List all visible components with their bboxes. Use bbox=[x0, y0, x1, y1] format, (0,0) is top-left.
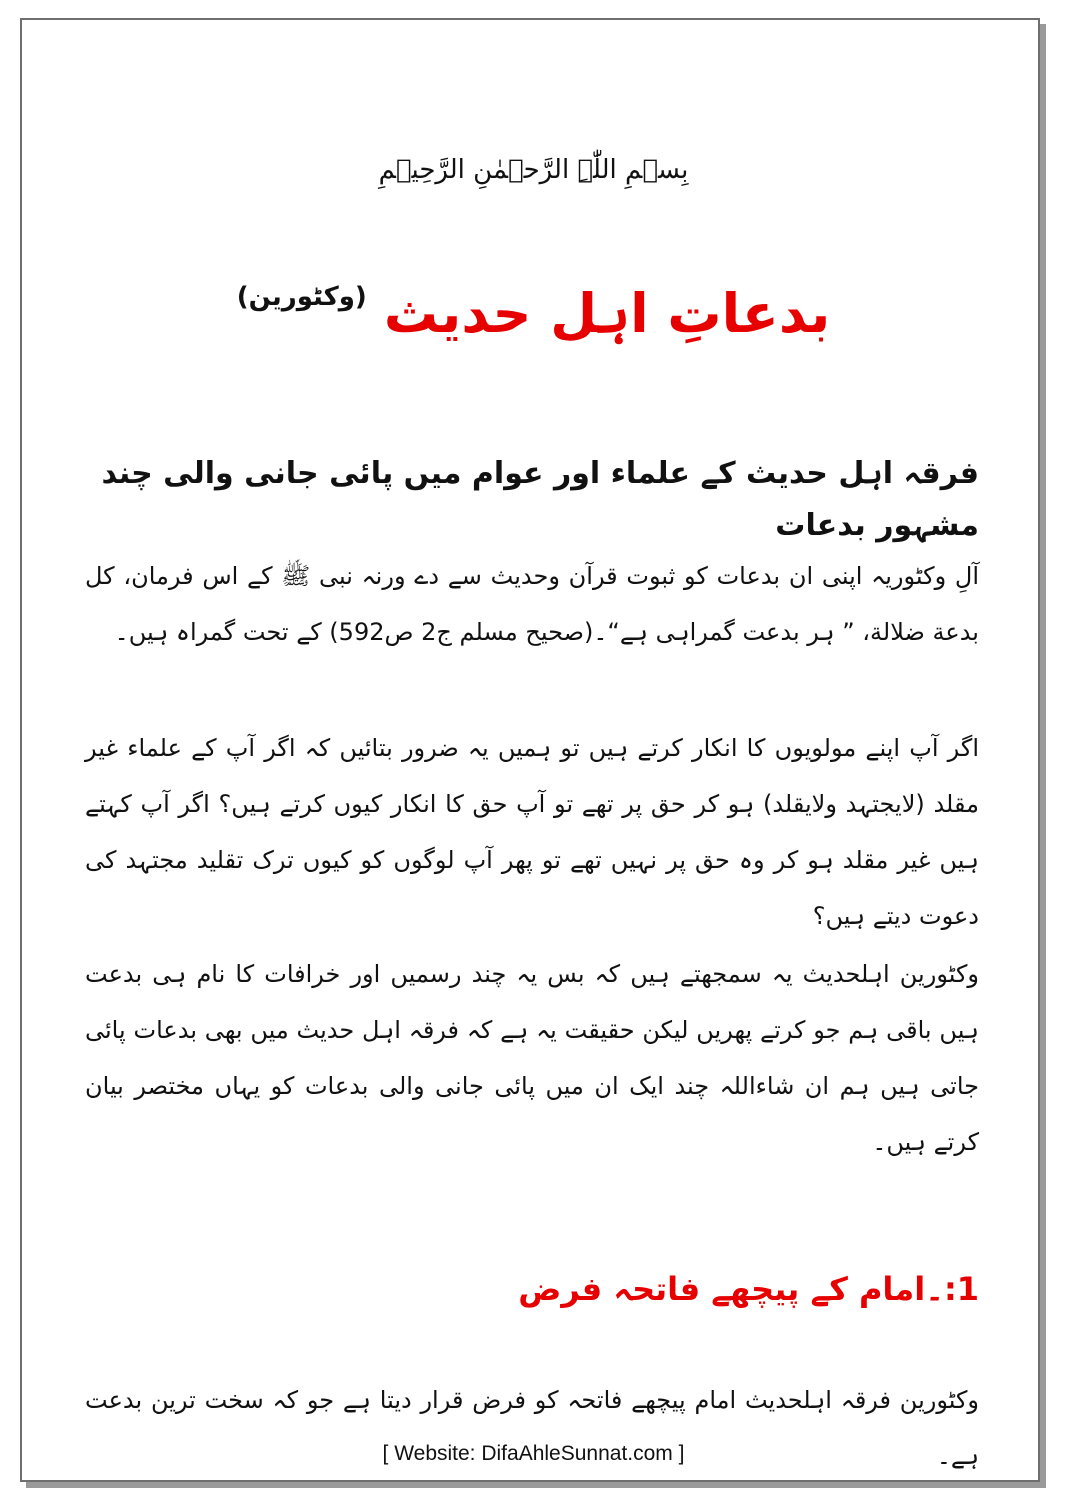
intro-heading: فرقہ اہل حدیث کے علماء اور عوام میں پائی جانی والی چند مشہور بدعات bbox=[101, 456, 979, 543]
page-title: بدعاتِ اہل حدیث bbox=[383, 282, 831, 345]
paragraph-2: اگر آپ اپنے مولویوں کا انکار کرتے ہیں تو ہمیں یہ ضرور بتائیں کہ اگر آپ کے علماء غیر مقلد (لایجتہد ولایقلد) ہو کر حق پر تھے تو آپ حق کا انکار کیوں کرتے ہیں؟ اگر آپ کہتے ہیں غیر مقلد ہو کر وہ حق پر نہیں تھے تو پھر آپ لوگوں کو کیوں ترک تقلید مجتہد کی دعوت دیتے ہیں؟ bbox=[85, 734, 979, 930]
page-subtitle: (وکٹورین) bbox=[236, 282, 367, 312]
bismillah: بِسۡمِ اللّٰہِ الرَّحۡمٰنِ الرَّحِیۡمِ bbox=[378, 155, 689, 185]
paragraph-1: آلِ وکٹوریہ اپنی ان بدعات کو ثبوت قرآن وحدیث سے دے ورنہ نبی ﷺ کے اس فرمان، کل بدعة ضلالة، ” ہر بدعت گمراہی ہے“۔(صحیح مسلم ج2 ص592) کے تحت گمراہ ہیں۔ bbox=[85, 562, 979, 646]
section-text: وکٹورین فرقہ اہلحدیث امام پیچھے فاتحہ کو فرض قرار دیتا ہے جو کہ سخت ترین بدعت ہے۔ bbox=[85, 1386, 979, 1470]
title-block bbox=[0, 282, 1067, 345]
paragraph-3: وکٹورین اہلحدیث یہ سمجھتے ہیں کہ بس یہ چند رسمیں اور خرافات کا نام ہی بدعت ہیں باقی ہم جو کرتے پھریں لیکن حقیقت یہ ہے کہ فرقہ اہل حدیث میں بھی بدعات پائی جاتی ہیں ہم ان شاءاللہ چند ایک ان میں پائی جانی والی بدعات کو یہاں مختصر بیان کرتے ہیں۔ bbox=[85, 960, 979, 1156]
section-title: 1:۔امام کے پیچھے فاتحہ فرض bbox=[518, 1270, 979, 1308]
website-footer: [ Website: DifaAhleSunnat.com ] bbox=[382, 1442, 685, 1465]
